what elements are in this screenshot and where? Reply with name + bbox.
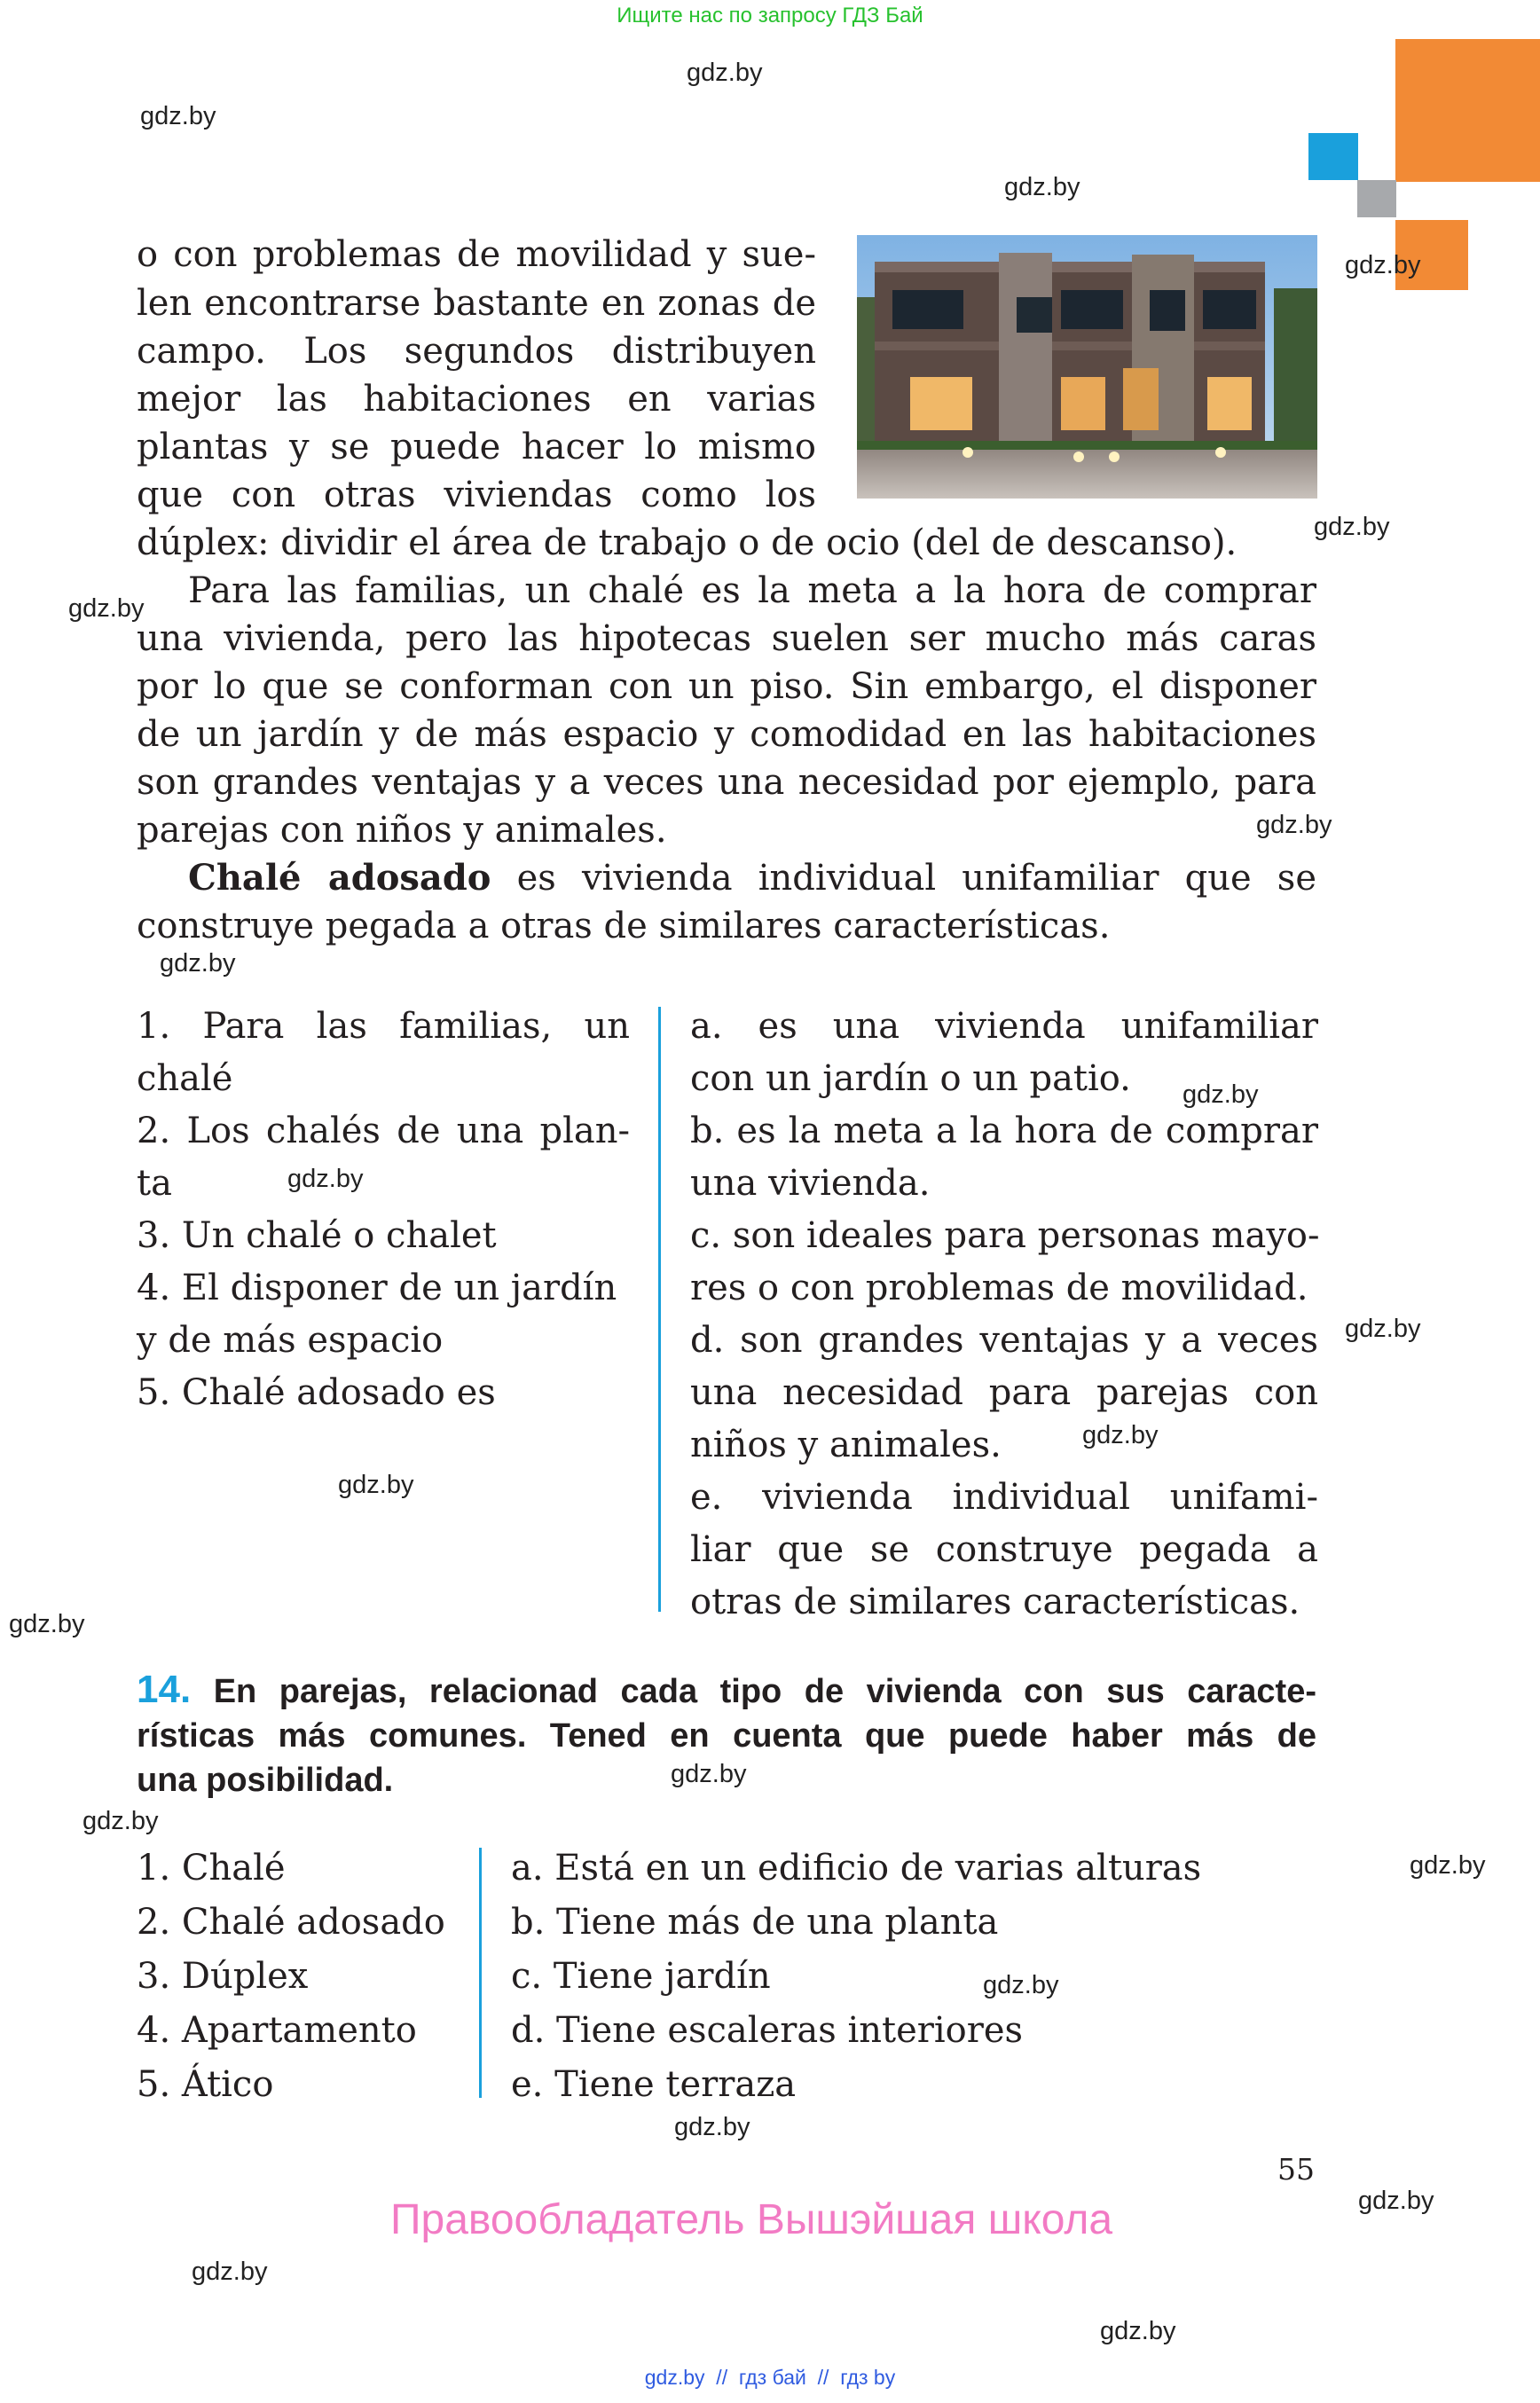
- matching-left-column: [137, 1001, 630, 1419]
- rights-holder: Правообладатель Вышэйшая школа: [390, 2196, 1113, 2243]
- watermark: gdz.by: [9, 1610, 85, 1638]
- bottom-links-banner[interactable]: gdz.by // гдз бай // гдз by: [644, 2366, 896, 2389]
- watermark: gdz.by: [983, 1971, 1059, 1999]
- match-item: y de más espacio: [137, 1320, 444, 1361]
- watermark: gdz.by: [1345, 251, 1421, 279]
- match-item: niños y animales.: [690, 1425, 1002, 1465]
- match-item: b. es la meta a la hora de comprar: [690, 1111, 1318, 1151]
- match-item: chalé: [137, 1058, 233, 1099]
- text-line: len encontrarse bastante en zonas de: [137, 283, 816, 324]
- match-item: ta: [137, 1163, 172, 1204]
- matching-divider-2: [479, 1848, 482, 2098]
- text-line: construye pegada a otras de similares características.: [137, 906, 1111, 946]
- watermark: gdz.by: [1182, 1080, 1259, 1109]
- instruction-line: [137, 1668, 1316, 1714]
- text-line: [188, 854, 1316, 902]
- decor-orange-square-large: [1395, 39, 1540, 182]
- match-item: otras de similares características.: [690, 1582, 1300, 1622]
- match-item: 3. Dúplex: [137, 1956, 309, 1997]
- text-line: que con otras viviendas como los: [137, 475, 816, 515]
- match-item: liar que se construye pegada a: [690, 1529, 1318, 1570]
- match-item: e. vivienda individual unifami-: [690, 1477, 1318, 1518]
- match-item: una necesidad para parejas con: [690, 1372, 1318, 1413]
- instruction-line: una posibilidad.: [137, 1762, 394, 1799]
- term-chale-adosado: Chalé adosado: [188, 857, 491, 899]
- watermark: gdz.by: [68, 594, 145, 623]
- match-item: c. Tiene jardín: [511, 1956, 771, 1997]
- features-right-column: [511, 1842, 1201, 2112]
- match-item: 5. Ático: [137, 2064, 274, 2105]
- text-line: de un jardín y de más espacio y comodidad en las habitaciones: [137, 714, 1316, 755]
- decor-blue-square: [1308, 133, 1358, 180]
- watermark: gdz.by: [338, 1471, 414, 1499]
- page-number: 55: [1277, 2152, 1315, 2187]
- instruction-line: rísticas más comunes. Tened en cuenta que puede haber más de: [137, 1717, 1316, 1755]
- match-item: 4. Apartamento: [137, 2010, 417, 2051]
- types-left-column: [137, 1842, 445, 2112]
- match-item: d. Tiene escaleras interiores: [511, 2010, 1024, 2051]
- text-fragment: es vivienda individual unifamiliar que se: [491, 858, 1316, 899]
- match-item: 2. Chalé adosado: [137, 1902, 445, 1943]
- watermark: gdz.by: [1082, 1421, 1159, 1449]
- match-item: 5. Chalé adosado es: [137, 1372, 496, 1413]
- watermark: gdz.by: [192, 2258, 268, 2286]
- match-item: res o con problemas de movilidad.: [690, 1268, 1308, 1308]
- watermark: gdz.by: [1100, 2317, 1176, 2345]
- match-item: 3. Un chalé o chalet: [137, 1215, 497, 1256]
- watermark: gdz.by: [674, 2113, 750, 2141]
- match-item: e. Tiene terraza: [511, 2064, 797, 2105]
- text-line: Para las familias, un chalé es la meta a la hora de comprar: [188, 570, 1316, 611]
- text-line: plantas y se puede hacer lo mismo: [137, 427, 816, 467]
- watermark: gdz.by: [1314, 513, 1390, 541]
- match-item: 1. Para las familias, un: [137, 1006, 630, 1047]
- match-item: 4. El disponer de un jardín: [137, 1268, 617, 1308]
- watermark: gdz.by: [82, 1807, 159, 1835]
- watermark: gdz.by: [671, 1760, 747, 1788]
- decor-gray-square: [1357, 180, 1396, 217]
- text-line: mejor las habitaciones en varias: [137, 379, 816, 420]
- top-search-banner[interactable]: Ищите нас по запросу ГДЗ Бай: [617, 4, 923, 27]
- text-line: o con problemas de movilidad y sue-: [137, 234, 816, 275]
- match-item: c. son ideales para personas mayo-: [690, 1215, 1320, 1256]
- watermark: gdz.by: [1358, 2187, 1434, 2215]
- match-item: a. es una vivienda unifamiliar: [690, 1006, 1318, 1047]
- text-line: son grandes ventajas y a veces una necesidad por ejemplo, para: [137, 762, 1316, 803]
- watermark: gdz.by: [287, 1165, 364, 1193]
- match-item: b. Tiene más de una planta: [511, 1902, 999, 1943]
- match-item: a. Está en un edificio de varias alturas: [511, 1848, 1202, 1889]
- matching-divider-1: [658, 1007, 661, 1612]
- watermark: gdz.by: [687, 59, 763, 87]
- watermark: gdz.by: [140, 102, 216, 130]
- watermark: gdz.by: [1410, 1851, 1486, 1880]
- match-item: 2. Los chalés de una plan-: [137, 1111, 630, 1151]
- watermark: gdz.by: [1004, 173, 1080, 201]
- text-line: una vivienda, pero las hipotecas suelen ser mucho más caras: [137, 618, 1316, 659]
- watermark: gdz.by: [160, 949, 236, 978]
- text-line: parejas con niños y animales.: [137, 810, 667, 851]
- exercise-number: 14.: [137, 1668, 192, 1711]
- watermark: gdz.by: [1345, 1315, 1421, 1343]
- house-photo: [857, 235, 1317, 499]
- match-item: una vivienda.: [690, 1163, 931, 1204]
- match-item: d. son grandes ventajas y a veces: [690, 1320, 1318, 1361]
- text-line: campo. Los segundos distribuyen: [137, 331, 816, 372]
- text-line: dúplex: dividir el área de trabajo o de ocio (del de descanso).: [137, 522, 1238, 563]
- text-fragment: En parejas, relacionad cada tipo de vivienda con sus caracte-: [213, 1673, 1316, 1710]
- match-item: 1. Chalé: [137, 1848, 286, 1889]
- watermark: gdz.by: [1256, 811, 1332, 839]
- text-line: por lo que se conforman con un piso. Sin embargo, el disponer: [137, 666, 1316, 707]
- match-item: con un jardín o un patio.: [690, 1058, 1131, 1099]
